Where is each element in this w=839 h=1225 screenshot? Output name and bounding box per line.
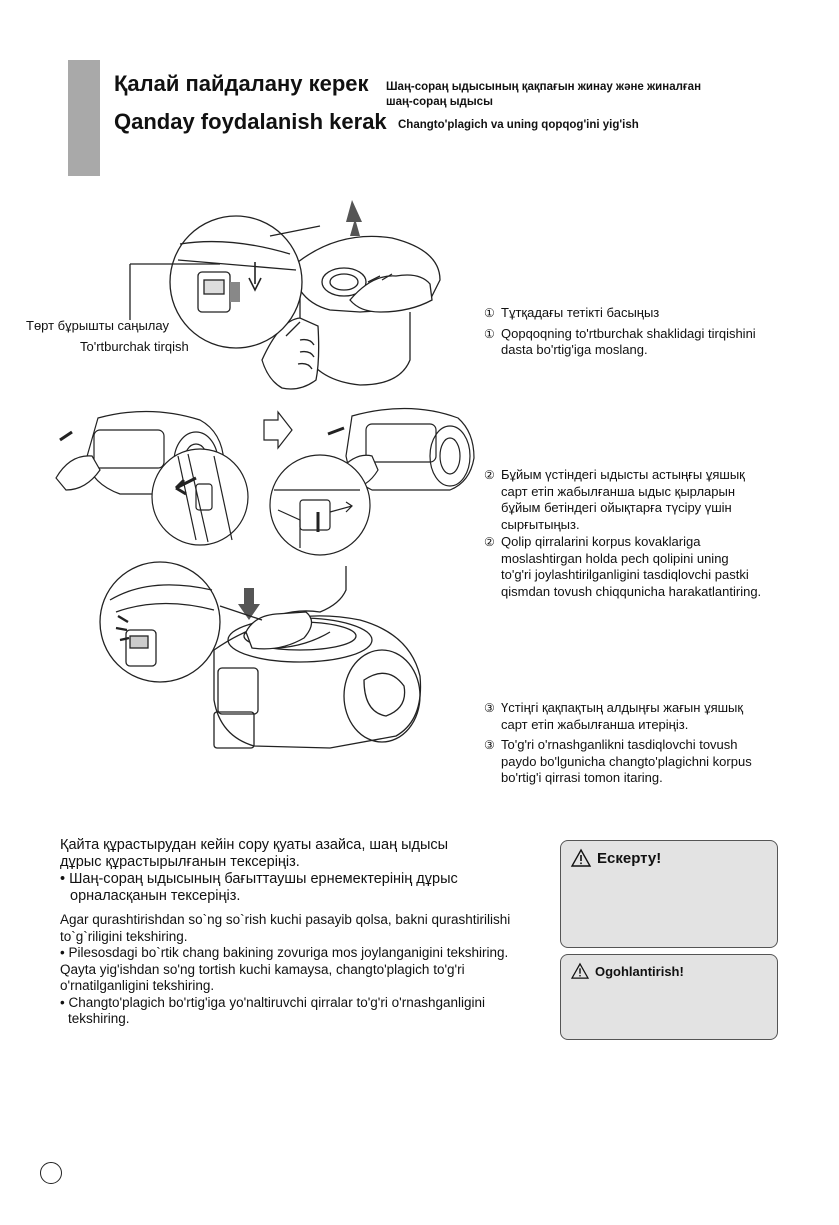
note-uz1-line2: to`g`riligini tekshiring. <box>60 928 188 944</box>
page-title-kk: Қалай пайдалану керек <box>114 71 369 96</box>
step-2-uz-line4: qismdan tovush chiqqunicha harakatlantiring. <box>501 583 762 599</box>
note-kk-line2: дұрыс құрастырылғанын тексеріңіз. <box>60 854 300 870</box>
note-kk-bullet-line1: • Шаң-сораң ыдысының бағыттаушы ернемектерінің дұрыс <box>60 871 458 887</box>
page-title-uz: Qanday foydalanish kerak <box>114 109 387 134</box>
step-2-kk-line2: сарт етіп жабылғанша ыдыс қырларын <box>501 483 736 499</box>
step-3-uz-line3: bo'rtig'i qirrasi tomon itaring. <box>501 770 663 785</box>
label-square-slot-uz: To'rtburchak tirqish <box>80 339 189 354</box>
page-number-marker <box>40 1162 62 1184</box>
note-uz1-line1: Agar qurashtirishdan so`ng so`rish kuchi pasayib qolsa, bakni qurashtirilishi <box>60 912 511 927</box>
step-2-marker-kk: ② <box>484 468 495 482</box>
step-3-marker-uz: ③ <box>484 738 495 752</box>
step-2-uz-line3: to'g'ri joylashtirilganligini tasdiqlovchi pastki <box>501 567 749 582</box>
warning-box-uz <box>560 954 778 1040</box>
step-2-uz-line2: moslashtirgan holda pech qolipini uning <box>501 550 729 566</box>
subtitle-kk-line2: шаң-сораң ыдысы <box>386 96 493 108</box>
note-uz2-bullet-line1: • Changto'plagich bo'rtig'iga yo'naltiruvchi qirralar to'g'ri o'rnashganligini <box>60 994 485 1010</box>
step-3-kk-line1: Үстіңгі қақпақтың алдыңғы жағын ұяшық <box>501 700 744 715</box>
warning-icon <box>571 963 589 979</box>
warning-title-kk: Ескерту! <box>597 849 662 867</box>
step-2-uz-line1: Qolip qirralarini korpus kovaklariga <box>501 534 701 549</box>
subtitle-uz: Changto'plagich va uning qopqog'ini yig'ish <box>398 119 639 131</box>
step-1-uz-line1: Qopqoqning to'rtburchak shaklidagi tirqishini <box>501 325 756 341</box>
note-uz2-line2: o'rnatilganligini tekshiring. <box>60 978 215 993</box>
step-3-kk-line2: сарт етіп жабылғанша итеріңіз. <box>501 716 689 732</box>
notes-block <box>60 837 550 1028</box>
note-kk-line1: Қайта құрастырудан кейін сору қуаты азайса, шаң ыдысы <box>60 837 449 853</box>
step-2-kk-line4: сырғытыңыз. <box>501 516 580 532</box>
note-uz2-line1: Qayta yig'ishdan so'ng tortish kuchi kamaysa, changto'plagich to'g'ri <box>60 961 465 977</box>
step-1-uz-line2: dasta bo'rtig'iga moslang. <box>501 342 648 357</box>
note-kk-bullet-line2: орналасқанын тексеріңіз. <box>70 888 241 904</box>
label-square-slot-kk: Төрт бұрышты саңылау <box>26 318 169 333</box>
step-2-marker-uz: ② <box>484 535 495 549</box>
step-3-marker-kk: ③ <box>484 701 495 715</box>
warning-title-uz: Ogohlantirish! <box>595 963 684 979</box>
warning-icon <box>571 849 591 867</box>
step-3-uz-line2: paydo bo'lgunicha changto'plagichni korpus <box>501 753 752 769</box>
step-2-kk-line3: бұйым бетіндегі ойықтарға түсіру үшін <box>501 500 732 515</box>
step-2-kk-line1: Бұйым үстіндегі ыдысты астыңғы ұяшық <box>501 467 745 482</box>
step-3 <box>484 700 814 787</box>
step-3-uz-line1: To'g'ri o'rnashganlikni tasdiqlovchi tovush <box>501 737 738 752</box>
step-1-marker-uz: ① <box>484 326 495 341</box>
warning-box-kk <box>560 840 778 948</box>
note-uz2-bullet-line2: tekshiring. <box>68 1011 130 1026</box>
step-1-marker-kk: ① <box>484 306 495 320</box>
step-1-kk: Тұтқадағы тетікті басыңыз <box>501 305 660 320</box>
note-uz1-bullet: • Pilesosdagi bo`rtik chang bakining zovuriga mos joylanganigini tekshiring. <box>60 945 509 960</box>
subtitle-kk-line1: Шаң-сораң ыдысының қақпағын жинау және жиналған <box>386 81 702 93</box>
